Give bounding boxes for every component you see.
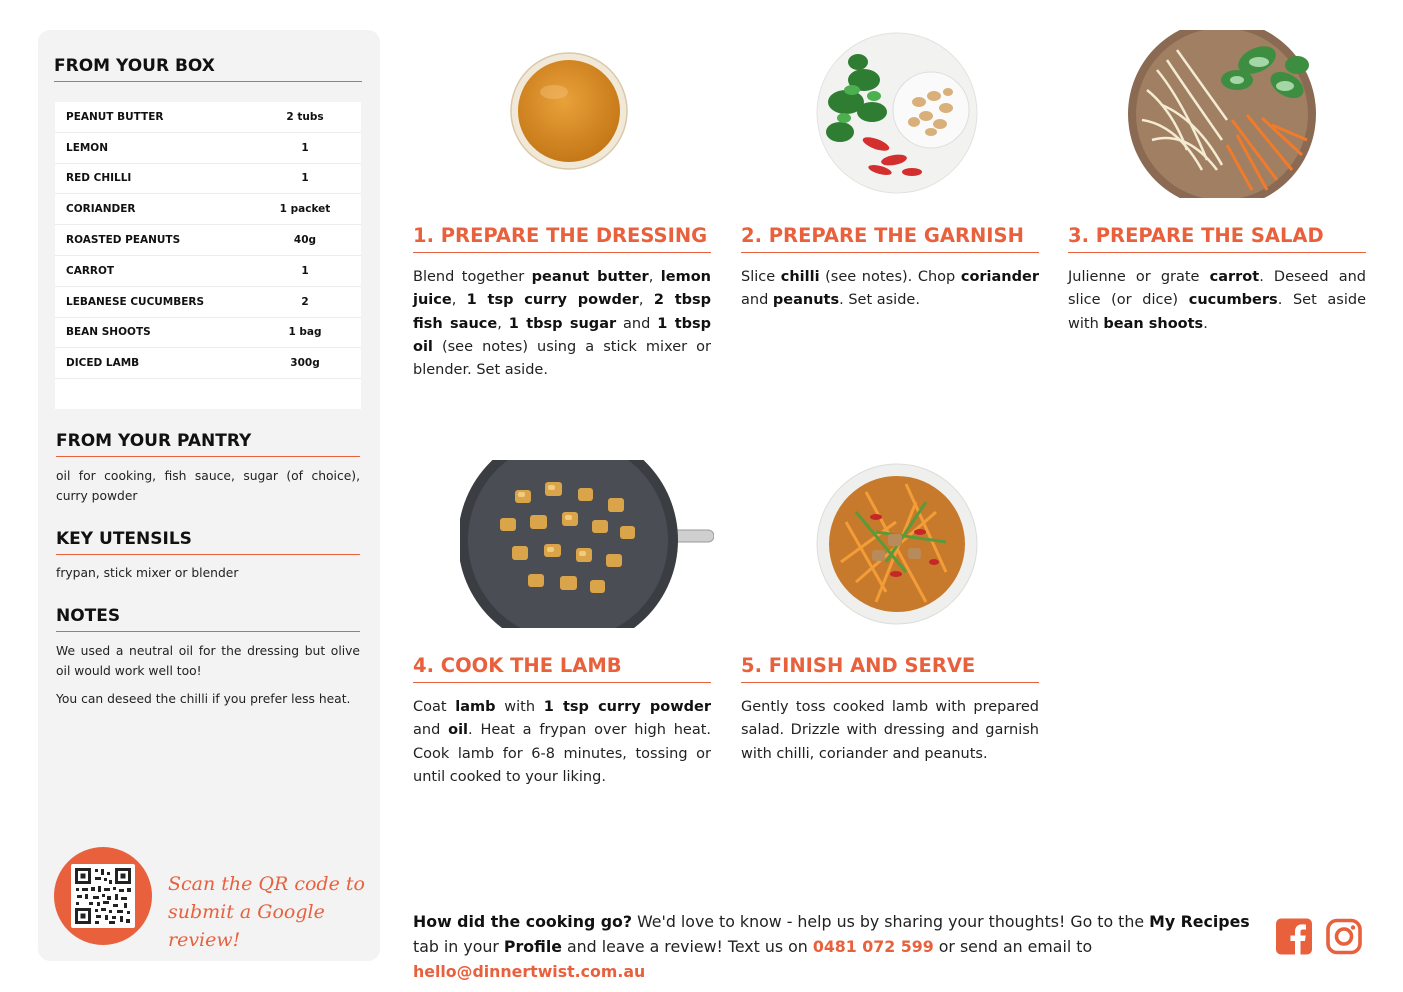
- ingredient-row: [55, 256, 361, 287]
- note-2: You can deseed the chilli if you prefer less heat.: [56, 692, 351, 706]
- frypan-lamb-photo: [460, 460, 714, 628]
- ingredient-name: BEAN SHOOTS: [66, 326, 151, 339]
- qr-badge[interactable]: [54, 847, 152, 945]
- step-1-body: Blend together peanut butter, lemon juice, 1 tsp curry powder, 2 tbsp fish sauce, 1 tbsp sugar and 1 tbsp oil (see notes) using a stick mixer or blender. Set aside.: [413, 269, 712, 379]
- ingredient-qty: 1 packet: [279, 203, 331, 216]
- ingredient-name: ROASTED PEANUTS: [66, 234, 181, 247]
- finished-salad-photo: [816, 462, 978, 626]
- dressing-bowl-photo: [508, 52, 630, 170]
- from-your-pantry-heading: FROM YOUR PANTRY: [56, 431, 360, 457]
- pantry-text: oil for cooking, fish sauce, sugar (of choice), curry powder: [56, 469, 360, 503]
- ingredient-qty: 1: [301, 172, 309, 185]
- note-1: We used a neutral oil for the dressing but olive oil would work well too!: [56, 644, 360, 678]
- ingredient-qty: 40g: [293, 234, 317, 247]
- key-utensils-heading: KEY UTENSILS: [56, 529, 360, 555]
- ingredient-name: LEMON: [66, 141, 109, 154]
- ingredient-row: [55, 348, 361, 379]
- garnish-plate-photo: [814, 32, 980, 194]
- ingredient-qty: 1 bag: [288, 326, 322, 339]
- step-1-title: 1. PREPARE THE DRESSING: [413, 224, 711, 253]
- ingredient-row: [55, 194, 361, 225]
- ingredient-row: [55, 225, 361, 256]
- step-5-title: 5. FINISH AND SERVE: [741, 654, 1039, 683]
- step-5-body: Gently toss cooked lamb with prepared salad. Drizzle with dressing and garnish with chilli, coriander and peanuts.: [741, 699, 1039, 762]
- ingredient-name: RED CHILLI: [66, 172, 132, 185]
- step-4-title: 4. COOK THE LAMB: [413, 654, 711, 683]
- ingredient-row: [55, 164, 361, 195]
- step-4-body: Coat lamb with 1 tsp curry powder and oil. Heat a frypan over high heat. Cook lamb for 6-8 minutes, tossing or until cooked to your liking.: [413, 699, 711, 785]
- email-link[interactable]: hello@dinnertwist.com.au: [413, 962, 646, 981]
- ingredient-name: LEBANESE CUCUMBERS: [66, 295, 205, 308]
- ingredient-row: [55, 102, 361, 133]
- salad-bowl-photo: [1127, 30, 1317, 198]
- facebook-icon[interactable]: [1276, 918, 1312, 955]
- qr-caption-line-1: Scan the QR code to: [168, 873, 365, 895]
- ingredient-row: [55, 133, 361, 164]
- ingredients-table: [55, 102, 361, 409]
- ingredient-qty: 1: [301, 264, 309, 277]
- step-3-title: 3. PREPARE THE SALAD: [1068, 224, 1366, 253]
- ingredient-name: DICED LAMB: [66, 357, 140, 370]
- step-2-body: Slice chilli (see notes). Chop coriander and peanuts. Set aside.: [741, 269, 1039, 309]
- review-prompt: How did the cooking go? We'd love to know - help us by sharing your thoughts! Go to the My Recipes tab in your Profile and leave a review! Text us on 0481 072 599 or send an email to hello@dinnertwist.com.au: [413, 912, 1250, 981]
- utensils-text: frypan, stick mixer or blender: [56, 566, 239, 580]
- qr-caption: [168, 870, 368, 954]
- qr-code-icon[interactable]: [71, 864, 135, 928]
- ingredient-qty: 2 tubs: [286, 110, 324, 123]
- ingredient-qty: 2: [301, 295, 309, 308]
- qr-caption-line-2: submit a Google review!: [168, 901, 325, 951]
- notes-heading: NOTES: [56, 606, 360, 632]
- instagram-icon[interactable]: [1326, 918, 1362, 955]
- phone-link[interactable]: 0481 072 599: [812, 937, 934, 956]
- from-your-box-heading: FROM YOUR BOX: [54, 56, 362, 82]
- ingredient-qty: 1: [301, 141, 309, 154]
- step-2-title: 2. PREPARE THE GARNISH: [741, 224, 1039, 253]
- sidebar: [38, 30, 380, 961]
- ingredient-name: PEANUT BUTTER: [66, 110, 164, 123]
- ingredient-name: CARROT: [66, 264, 115, 277]
- ingredient-name: CORIANDER: [66, 203, 136, 216]
- ingredient-row: [55, 287, 361, 318]
- ingredient-qty: 300g: [290, 357, 320, 370]
- step-3-body: Julienne or grate carrot. Deseed and slice (or dice) cucumbers. Set aside with bean shoots.: [1068, 269, 1367, 332]
- ingredient-row: [55, 318, 361, 349]
